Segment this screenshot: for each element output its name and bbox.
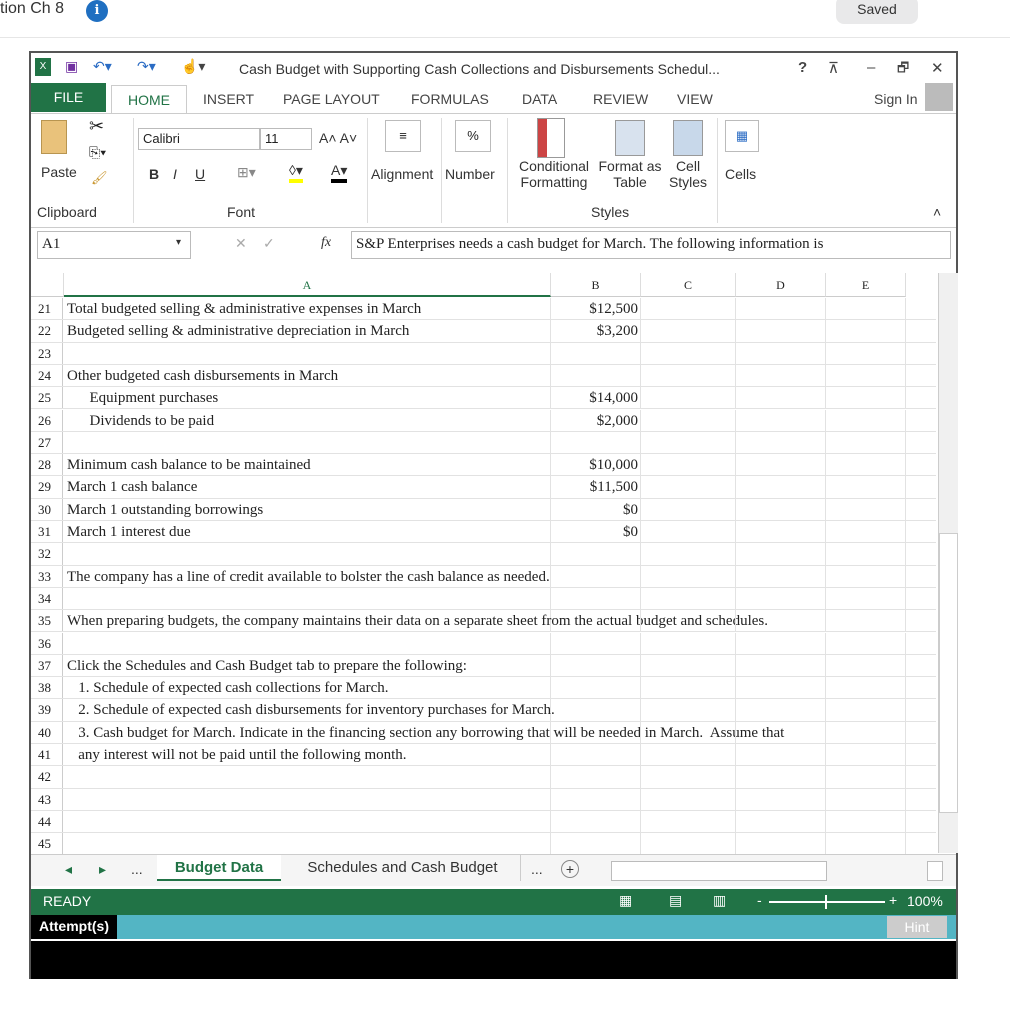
table-row [31, 454, 936, 476]
cut-icon[interactable]: ✂ [89, 116, 105, 136]
cell-a[interactable]: Click the Schedules and Cash Budget tab to prepare the following: [64, 655, 551, 676]
row-number[interactable]: 37 [31, 655, 63, 676]
cells-icon[interactable]: ▦ [725, 120, 759, 152]
cell-b[interactable] [551, 566, 641, 587]
cells-button[interactable]: Cells [725, 166, 757, 182]
column-header-d[interactable]: D [736, 273, 826, 297]
formula-input[interactable]: S&P Enterprises needs a cash budget for March. The following information is [351, 231, 951, 259]
cell-c[interactable] [641, 789, 736, 810]
italic-button[interactable]: I [173, 166, 177, 182]
cell-styles-button[interactable]: Cell Styles [668, 158, 708, 190]
table-row [31, 811, 936, 833]
cell-e[interactable] [826, 387, 906, 408]
save-icon[interactable]: ▣ [65, 58, 79, 74]
cell-a[interactable] [64, 811, 551, 832]
cell-d[interactable] [736, 410, 826, 431]
more-sheets-right[interactable]: ... [531, 861, 543, 877]
ready-status: READY [43, 893, 92, 909]
tab-insert[interactable]: INSERT [203, 91, 255, 107]
table-row [31, 633, 936, 655]
table-row [31, 833, 936, 855]
cell-b[interactable] [551, 655, 641, 676]
touch-mode-icon[interactable]: ☝▾ [181, 58, 206, 74]
format-as-table-button[interactable]: Format as Table [598, 158, 662, 190]
number-button[interactable]: Number [445, 166, 495, 182]
cell-d[interactable] [736, 677, 826, 698]
cell-e[interactable] [826, 320, 906, 341]
cell-d[interactable] [736, 476, 826, 497]
row-number[interactable]: 26 [31, 410, 63, 431]
cell-d[interactable] [736, 633, 826, 654]
cell-c[interactable] [641, 610, 736, 631]
cell-a[interactable]: 3. Cash budget for March. Indicate in the financing section any borrowing that will be needed in March. Assume that [64, 722, 551, 743]
tab-page-layout[interactable]: PAGE LAYOUT [283, 91, 380, 107]
table-row [31, 588, 936, 610]
number-format-icon[interactable]: % [455, 120, 491, 152]
column-header-c[interactable]: C [641, 273, 736, 297]
cell-e[interactable] [826, 343, 906, 364]
column-header-a[interactable]: A [64, 273, 551, 297]
cell-e[interactable] [826, 566, 906, 587]
collapse-ribbon-icon[interactable]: ˄ [933, 204, 942, 220]
table-row [31, 320, 936, 342]
table-row [31, 521, 936, 543]
cell-a[interactable]: Equipment purchases [64, 387, 551, 408]
cell-e[interactable] [826, 811, 906, 832]
table-row [31, 432, 936, 454]
cell-a[interactable]: March 1 interest due [64, 521, 551, 542]
cell-d[interactable] [736, 699, 826, 720]
help-button[interactable]: ? [798, 59, 808, 76]
table-row [31, 566, 936, 588]
cell-d[interactable] [736, 811, 826, 832]
name-box[interactable]: A1 [37, 231, 191, 259]
row-number[interactable]: 21 [31, 298, 63, 319]
cell-b[interactable] [551, 722, 641, 743]
cell-c[interactable] [641, 655, 736, 676]
table-row [31, 543, 936, 565]
page-layout-view-icon[interactable]: ▤ [669, 892, 683, 908]
cell-e[interactable] [826, 766, 906, 787]
cell-e[interactable] [826, 789, 906, 810]
ribbon-tabs [31, 83, 956, 113]
cell-c[interactable] [641, 566, 736, 587]
cell-b[interactable]: $11,500 [551, 476, 641, 497]
bold-button[interactable]: B [149, 166, 160, 182]
row-number[interactable]: 41 [31, 744, 63, 765]
cell-a[interactable]: 1. Schedule of expected cash collections for March. [64, 677, 551, 698]
cell-b[interactable] [551, 432, 641, 453]
cell-d[interactable] [736, 320, 826, 341]
table-row [31, 298, 936, 320]
table-row [31, 722, 936, 744]
cell-a[interactable] [64, 766, 551, 787]
cell-e[interactable] [826, 476, 906, 497]
underline-button[interactable]: U [195, 166, 206, 182]
row-number[interactable]: 27 [31, 432, 63, 453]
column-header-b[interactable]: B [551, 273, 641, 297]
cell-a[interactable]: any interest will not be paid until the following month. [64, 744, 551, 765]
cell-c[interactable] [641, 811, 736, 832]
next-sheet-icon[interactable]: ▸ [99, 861, 107, 877]
cell-a[interactable]: When preparing budgets, the company maintains their data on a separate sheet from the actual budget and schedules. [64, 610, 551, 631]
ribbon-display-icon[interactable]: ⊼ [828, 60, 839, 77]
cell-e[interactable] [826, 499, 906, 520]
table-row [31, 343, 936, 365]
sheet-tab-schedules[interactable]: Schedules and Cash Budget [285, 855, 521, 881]
table-row [31, 365, 936, 387]
table-row [31, 789, 936, 811]
horizontal-scrollbar[interactable] [611, 861, 827, 881]
normal-view-icon[interactable]: ▦ [619, 892, 633, 908]
group-styles: Styles [591, 204, 630, 220]
zoom-in-button[interactable]: + [889, 892, 898, 908]
cell-a[interactable]: Dividends to be paid [64, 410, 551, 431]
cell-b[interactable] [551, 811, 641, 832]
cell-b[interactable] [551, 789, 641, 810]
table-row [31, 744, 936, 766]
cell-a[interactable]: Minimum cash balance to be maintained [64, 454, 551, 475]
cell-e[interactable] [826, 744, 906, 765]
close-button[interactable]: ✕ [931, 60, 944, 77]
cell-c[interactable] [641, 744, 736, 765]
cell-a[interactable]: Total budgeted selling & administrative expenses in March [64, 298, 551, 319]
tab-formulas[interactable]: FORMULAS [411, 91, 489, 107]
cell-b[interactable] [551, 343, 641, 364]
cell-c[interactable] [641, 633, 736, 654]
paste-clipboard-icon[interactable] [41, 120, 67, 154]
row-number[interactable]: 35 [31, 610, 63, 631]
maximize-button[interactable]: 🗗 [897, 60, 910, 75]
info-icon[interactable]: i [86, 0, 108, 22]
font-color-icon[interactable]: A▾ [331, 162, 347, 183]
table-row [31, 677, 936, 699]
cell-a[interactable]: March 1 cash balance [64, 476, 551, 497]
cell-c[interactable] [641, 722, 736, 743]
cell-a[interactable] [64, 633, 551, 654]
cell-a[interactable]: March 1 outstanding borrowings [64, 499, 551, 520]
cell-a[interactable] [64, 343, 551, 364]
avatar[interactable] [925, 83, 953, 111]
table-row [31, 499, 936, 521]
cell-a[interactable] [64, 588, 551, 609]
cell-e[interactable] [826, 699, 906, 720]
borders-icon[interactable]: ⊞▾ [237, 164, 256, 180]
row-number[interactable]: 23 [31, 343, 63, 364]
cell-e[interactable] [826, 365, 906, 386]
name-box-dropdown-icon[interactable]: ▾ [176, 237, 182, 248]
format-as-table-icon[interactable] [615, 120, 645, 156]
table-row [31, 699, 936, 721]
cell-d[interactable] [736, 298, 826, 319]
column-header-e[interactable]: E [826, 273, 906, 297]
cell-e[interactable] [826, 833, 906, 854]
formula-bar [31, 231, 956, 265]
table-row [31, 410, 936, 432]
cell-e[interactable] [826, 298, 906, 319]
cell-b[interactable]: $0 [551, 521, 641, 542]
cell-b[interactable] [551, 766, 641, 787]
cell-c[interactable] [641, 833, 736, 854]
table-row [31, 476, 936, 498]
cell-e[interactable] [826, 454, 906, 475]
cell-c[interactable] [641, 387, 736, 408]
cell-e[interactable] [826, 633, 906, 654]
cell-c[interactable] [641, 343, 736, 364]
cell-c[interactable] [641, 476, 736, 497]
black-panel [31, 941, 956, 979]
table-row [31, 766, 936, 788]
cell-b[interactable] [551, 365, 641, 386]
cell-e[interactable] [826, 432, 906, 453]
vertical-scrollbar[interactable] [938, 273, 958, 853]
cell-d[interactable] [736, 454, 826, 475]
cell-c[interactable] [641, 766, 736, 787]
status-bar [31, 889, 956, 915]
add-sheet-icon[interactable]: + [561, 860, 579, 878]
cell-c[interactable] [641, 298, 736, 319]
cell-d[interactable] [736, 566, 826, 587]
cell-c[interactable] [641, 521, 736, 542]
page-break-view-icon[interactable]: ▥ [713, 892, 727, 908]
cell-c[interactable] [641, 410, 736, 431]
cell-a[interactable]: Budgeted selling & administrative depreciation in March [64, 320, 551, 341]
cell-c[interactable] [641, 365, 736, 386]
cell-styles-icon[interactable] [673, 120, 703, 156]
cell-d[interactable] [736, 365, 826, 386]
cell-d[interactable] [736, 432, 826, 453]
table-row [31, 655, 936, 677]
cell-d[interactable] [736, 543, 826, 564]
tab-data[interactable]: DATA [522, 91, 558, 107]
cell-d[interactable] [736, 789, 826, 810]
row-number[interactable]: 29 [31, 476, 63, 497]
cell-b[interactable] [551, 543, 641, 564]
attempts-label: Attempt(s) [31, 915, 117, 939]
cell-a[interactable] [64, 432, 551, 453]
tab-home[interactable]: HOME [111, 85, 187, 114]
ribbon [31, 113, 956, 228]
cell-a[interactable]: 2. Schedule of expected cash disbursements for inventory purchases for March. [64, 699, 551, 720]
course-title: tion Ch 8 [0, 0, 65, 17]
table-row [31, 610, 936, 632]
conditional-formatting-button[interactable]: Conditional Formatting [518, 158, 590, 190]
cell-d[interactable] [736, 499, 826, 520]
cell-e[interactable] [826, 655, 906, 676]
cell-d[interactable] [736, 655, 826, 676]
row-number[interactable]: 28 [31, 454, 63, 475]
redo-icon[interactable]: ↷▾ [137, 58, 156, 74]
zoom-out-button[interactable]: - [757, 892, 762, 908]
cell-b[interactable]: $0 [551, 499, 641, 520]
cell-d[interactable] [736, 766, 826, 787]
undo-icon[interactable]: ↶▾ [93, 58, 112, 74]
cell-d[interactable] [736, 833, 826, 854]
cell-d[interactable] [736, 387, 826, 408]
row-number[interactable]: 39 [31, 699, 63, 720]
tab-view[interactable]: VIEW [677, 91, 713, 107]
cancel-icon[interactable]: ✕ [235, 235, 247, 251]
row-number[interactable]: 45 [31, 833, 63, 854]
select-all[interactable] [31, 273, 64, 297]
saved-status: Saved [836, 0, 918, 24]
row-number[interactable]: 42 [31, 766, 63, 787]
cell-b[interactable] [551, 833, 641, 854]
cell-c[interactable] [641, 699, 736, 720]
cell-b[interactable]: $14,000 [551, 387, 641, 408]
row-number[interactable]: 33 [31, 566, 63, 587]
conditional-formatting-icon[interactable] [537, 118, 565, 158]
row-number[interactable]: 30 [31, 499, 63, 520]
cell-e[interactable] [826, 677, 906, 698]
hint-button[interactable]: Hint [887, 916, 947, 938]
cell-b[interactable]: $12,500 [551, 298, 641, 319]
prev-sheet-icon[interactable]: ◂ [65, 861, 73, 877]
cell-b[interactable] [551, 699, 641, 720]
sheet-tab-bar [31, 854, 956, 886]
zoom-slider[interactable] [769, 901, 885, 903]
cell-c[interactable] [641, 677, 736, 698]
cell-d[interactable] [736, 722, 826, 743]
row-number[interactable]: 36 [31, 633, 63, 654]
row-number[interactable]: 24 [31, 365, 63, 386]
row-number[interactable]: 40 [31, 722, 63, 743]
row-number[interactable]: 44 [31, 811, 63, 832]
scroll-thumb[interactable] [939, 533, 958, 813]
copy-icon[interactable]: ⎘▾ [89, 144, 107, 160]
format-painter-icon[interactable]: 🖌 [91, 170, 108, 185]
cell-e[interactable] [826, 722, 906, 743]
more-sheets-left[interactable]: ... [131, 861, 143, 877]
cell-b[interactable] [551, 588, 641, 609]
cell-c[interactable] [641, 499, 736, 520]
font-size-select[interactable]: 11 [260, 128, 312, 150]
sheet-tab-budget-data[interactable]: Budget Data [157, 855, 281, 881]
row-number[interactable]: 32 [31, 543, 63, 564]
sign-in-link[interactable]: Sign In [874, 91, 918, 107]
top-bar [0, 0, 1010, 38]
cell-a[interactable] [64, 543, 551, 564]
scroll-right-icon[interactable] [927, 861, 943, 881]
cell-b[interactable] [551, 610, 641, 631]
cell-e[interactable] [826, 543, 906, 564]
fill-color-icon[interactable]: ◊▾ [289, 162, 303, 183]
row-number[interactable]: 34 [31, 588, 63, 609]
cell-e[interactable] [826, 521, 906, 542]
cell-b[interactable] [551, 633, 641, 654]
cell-d[interactable] [736, 610, 826, 631]
window-title: Cash Budget with Supporting Cash Collections and Disbursements Schedul... [239, 61, 720, 77]
cell-e[interactable] [826, 610, 906, 631]
font-grow-shrink-icon[interactable]: A˄ A˅ [319, 130, 358, 146]
tab-file[interactable]: FILE [31, 83, 106, 112]
excel-window [29, 51, 958, 979]
zoom-level[interactable]: 100% [907, 893, 943, 909]
cell-c[interactable] [641, 320, 736, 341]
row-number[interactable]: 38 [31, 677, 63, 698]
cell-b[interactable]: $2,000 [551, 410, 641, 431]
group-font: Font [227, 204, 256, 220]
cell-e[interactable] [826, 410, 906, 431]
row-number[interactable]: 22 [31, 320, 63, 341]
cell-d[interactable] [736, 521, 826, 542]
cell-b[interactable]: $3,200 [551, 320, 641, 341]
cell-a[interactable] [64, 833, 551, 854]
insert-function-icon[interactable]: fx [321, 235, 332, 250]
attempts-bar [31, 915, 956, 939]
cell-b[interactable]: $10,000 [551, 454, 641, 475]
row-number[interactable]: 25 [31, 387, 63, 408]
excel-logo-icon: X [35, 58, 51, 76]
row-number[interactable]: 43 [31, 789, 63, 810]
cell-a[interactable]: The company has a line of credit available to bolster the cash balance as needed. [64, 566, 551, 587]
cell-c[interactable] [641, 588, 736, 609]
alignment-icon[interactable]: ≡ [385, 120, 421, 152]
group-clipboard: Clipboard [37, 204, 97, 220]
tab-review[interactable]: REVIEW [593, 91, 649, 107]
minimize-button[interactable]: – [867, 59, 876, 76]
cell-d[interactable] [736, 588, 826, 609]
enter-icon[interactable]: ✓ [263, 235, 275, 251]
cell-c[interactable] [641, 432, 736, 453]
cell-d[interactable] [736, 343, 826, 364]
cell-b[interactable] [551, 677, 641, 698]
table-row [31, 387, 936, 409]
cell-a[interactable]: Other budgeted cash disbursements in March [64, 365, 551, 386]
cell-c[interactable] [641, 543, 736, 564]
cell-e[interactable] [826, 588, 906, 609]
cell-b[interactable] [551, 744, 641, 765]
row-number[interactable]: 31 [31, 521, 63, 542]
font-name-select[interactable]: Calibri [138, 128, 260, 150]
cell-c[interactable] [641, 454, 736, 475]
cell-a[interactable] [64, 789, 551, 810]
alignment-button[interactable]: Alignment [371, 166, 434, 182]
paste-button[interactable]: Paste [41, 164, 77, 180]
cell-d[interactable] [736, 744, 826, 765]
